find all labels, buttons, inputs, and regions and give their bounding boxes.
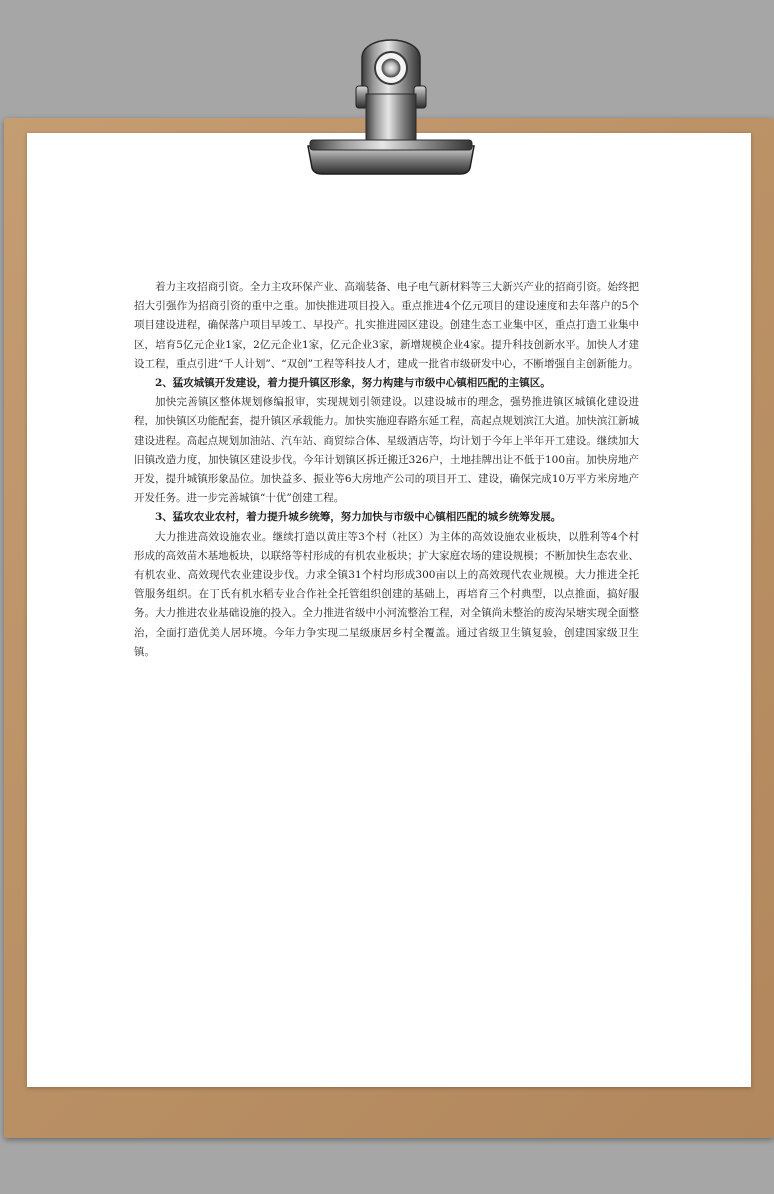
document-body [134,278,639,662]
paragraph-agriculture: 大力推进高效设施农业。继续打造以黄庄等3个村（社区）为主体的高效设施农业板块，以胜利等4个村形成的高效苗木基地板块，以联络等村形成的有机农业板块；扩大家庭农场的建设规模；不断加快生态农业、有机农业、高效现代农业建设步伐。力求全镇31个村均形成300亩以上的高效现代农业规模。大力推进全托管服务组织。在丁氏有机水稻专业合作社全托管组织创建的基础上，再培育三个村典型，以点推面，搞好服务。大力推进农业基础设施的投入。全力推进省级中小河流整治工程，对全镇尚未整治的废沟呆塘实现全面整治，全面打造优美人居环境。今年力争实现二星级康居乡村全覆盖。通过省级卫生镇复验，创建国家级卫生镇。 [134,530,639,658]
paragraph-investment: 着力主攻招商引资。全力主攻环保产业、高端装备、电子电气新材料等三大新兴产业的招商引资。始终把招大引强作为招商引资的重中之重。加快推进项目投入。重点推进4个亿元项目的建设速度和去年落户的5个项目建设进程，确保落户项目早竣工、早投产。扎实推进园区建设。创建生态工业集中区，重点打造工业集中区，培育5亿元企业1家，2亿元企业1家，亿元企业3家，新增规模企业4家。提升科技创新水平。加快人才建设工程，重点引进“千人计划”、“双创”工程等科技人才，建成一批省市级研发中心，不断增强自主创新能力。 [134,281,639,370]
section-heading-agriculture: 3、猛攻农业农村，着力提升城乡统筹，努力加快与市级中心镇相匹配的城乡统筹发展。 [155,511,562,524]
binder-clip-icon [306,28,476,178]
paragraph-town-development: 加快完善镇区整体规划修编报审，实现规划引领建设。以建设城市的理念，强势推进镇区城镇化建设进程，加快镇区功能配套，提升镇区承载能力。加快实施迎春路东延工程，高起点规划滨江大道。加快滨江新城建设进程。高起点规划加油站、汽车站、商贸综合体、星级酒店等，均计划于今年上半年开工建设。继续加大旧镇改造力度，加快镇区建设步伐。今年计划镇区拆迁搬迁326户，土地挂牌出让不低于100亩。加快房地产开发，提升城镇形象品位。加快益多、振业等6大房地产公司的项目开工、建设，确保完成10万平方米房地产开发任务。进一步完善城镇“十优”创建工程。 [134,396,639,505]
section-heading-town-development: 2、猛攻城镇开发建设，着力提升镇区形象，努力构建与市级中心镇相匹配的主镇区。 [155,377,551,390]
